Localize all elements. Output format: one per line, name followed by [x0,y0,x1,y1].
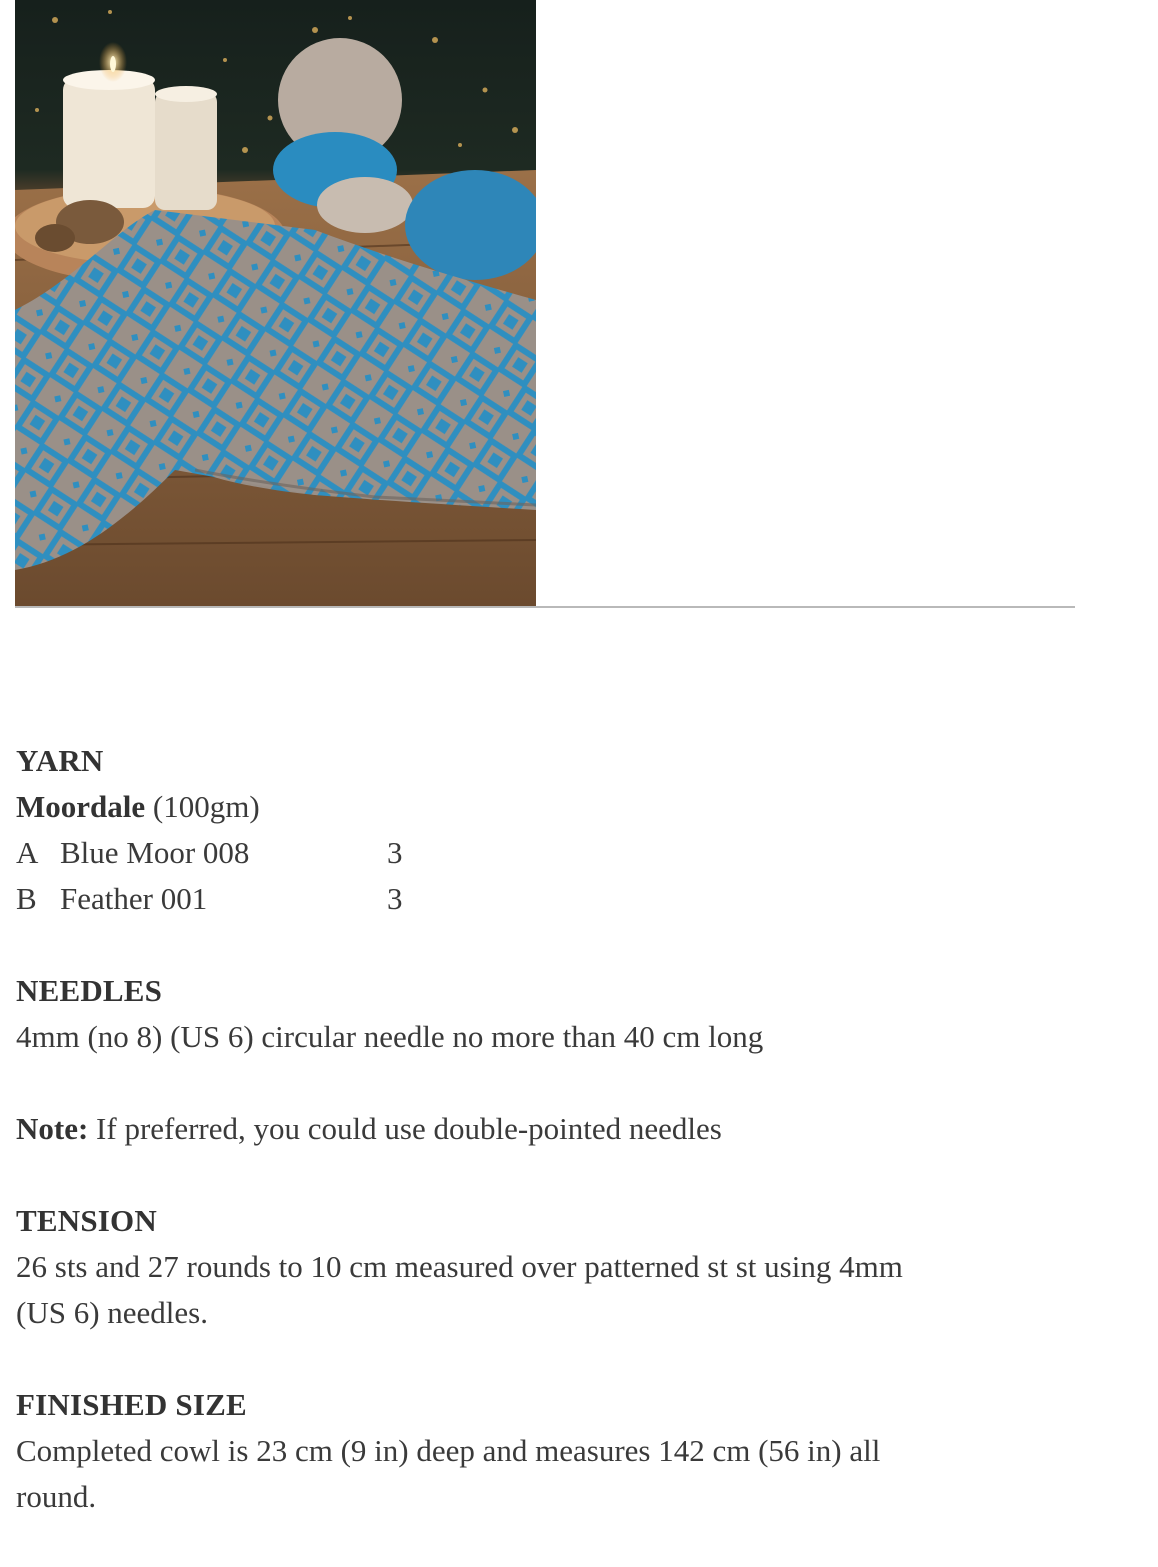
tension-heading: TENSION [16,1203,157,1238]
needles-text: 4mm (no 8) (US 6) circular needle no more than 40 cm long [16,1019,764,1054]
finished-size-text-line: round. [16,1479,97,1514]
product-photo [15,0,536,606]
finished-size-text-line: Completed cowl is 23 cm (9 in) deep and measures 142 cm (56 in) all [16,1433,881,1468]
yarn-section [16,738,1096,922]
yarn-product-weight: (100gm) [152,789,260,824]
finished-size-heading: FINISHED SIZE [16,1387,247,1422]
finished-size-section [16,1382,1096,1520]
yarn-product [16,784,1096,830]
yarn-colour-row [16,830,1096,876]
yarn-colour-name: Feather 001 [60,881,208,916]
yarn-heading: YARN [16,743,104,778]
needles-section [16,968,1096,1060]
note-text: If preferred, you could use double-pointed needles [88,1111,722,1146]
note-line [16,1106,1096,1152]
needles-heading: NEEDLES [16,973,163,1008]
yarn-colour-qty: 3 [387,881,403,916]
tension-text-line: 26 sts and 27 rounds to 10 cm measured over patterned st st using 4mm [16,1249,903,1284]
note-label: Note: [16,1111,89,1146]
tension-section [16,1198,1096,1336]
yarn-colour-name: Blue Moor 008 [60,835,250,870]
pattern-details [16,738,1096,1566]
yarn-colour-letter: B [16,881,37,916]
yarn-colour-letter: A [16,835,39,870]
tension-text-line: (US 6) needles. [16,1295,208,1330]
yarn-colour-row [16,876,1096,922]
yarn-colour-qty: 3 [387,835,403,870]
divider-rule [15,606,1075,608]
note-section [16,1106,1096,1152]
yarn-product-name: Moordale [16,789,146,824]
